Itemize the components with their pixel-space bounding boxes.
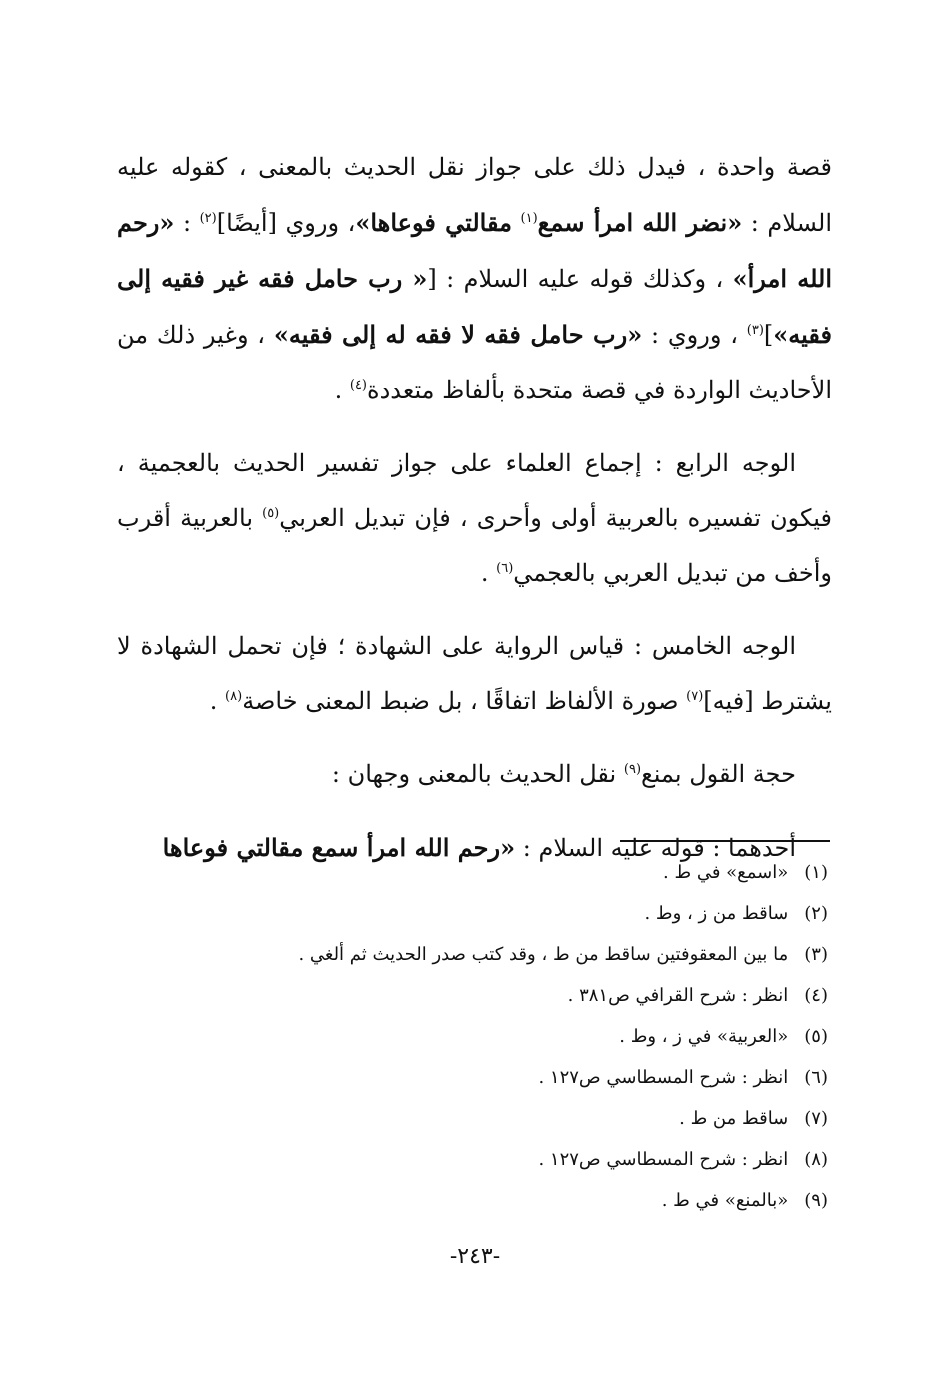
hadith-quote: «نضر الله امرأ سمع <box>537 208 743 237</box>
footnote <box>128 1057 828 1098</box>
footnote-text: ما بين المعقوفتين ساقط من ط ، وقد كتب صدر الحديث ثم ألغي . <box>298 944 789 965</box>
text-run: : <box>174 209 200 237</box>
footnote-ref: (٨) <box>225 689 243 704</box>
footnotes <box>128 852 828 1221</box>
footnote-number: (٢) <box>804 903 828 924</box>
footnote-number: (٣) <box>804 944 828 965</box>
text-run: ، وغير ذلك من الأحاديث الواردة في قصة متحدة بألفاظ متعددة <box>117 321 832 404</box>
paragraph-3 <box>117 619 832 729</box>
footnote-ref: (٩) <box>623 762 642 777</box>
footnote-number: (٥) <box>804 1026 828 1047</box>
footnote-text: «بالمنع» في ط . <box>661 1190 789 1211</box>
page-number: -٢٤٣- <box>449 1244 501 1269</box>
text-run: الوجه الخامس : قياس الرواية على الشهادة ؛ فإن تحمل الشهادة لا يشترط [فيه] <box>117 632 832 715</box>
text-run: . <box>480 559 497 587</box>
text-run: أحدهما : قوله عليه السلام : <box>515 834 796 862</box>
footnote-number: (٦) <box>804 1067 828 1088</box>
footnote-number: (٩) <box>804 1190 828 1211</box>
footnote-text: انظر : شرح المسطاسي ص١٢٧ . <box>538 1067 789 1088</box>
text-run: صورة الألفاظ اتفاقًا ، بل ضبط المعنى خاصة <box>242 687 687 715</box>
hadith-quote: « رب حامل فقه غير فقيه إلى فقيه» <box>117 264 832 349</box>
footnote <box>128 1180 828 1221</box>
footnote-ref: (٣) <box>746 323 764 338</box>
text-run: ، وروي : <box>642 321 747 349</box>
text-run: ] <box>763 321 774 349</box>
footnote-text: ساقط من ز ، وط . <box>644 903 789 924</box>
footnote-ref: (٦) <box>496 561 514 576</box>
text-run: . <box>334 376 350 404</box>
text-run: ، وروي [أيضًا] <box>216 209 356 237</box>
paragraph-1 <box>117 140 832 418</box>
footnote-text: انظر : شرح القرافي ص٣٨١ . <box>567 985 789 1006</box>
footnote-separator <box>620 840 830 842</box>
footnote-ref: (١) <box>520 211 538 226</box>
footnote-number: (١) <box>804 862 828 883</box>
hadith-quote: «رحم الله امرأ سمع مقالتي فوعاها <box>162 833 516 862</box>
footnote-text: ساقط من ط . <box>679 1108 789 1129</box>
footnote-number: (٨) <box>804 1149 828 1170</box>
footnote-number: (٤) <box>804 985 828 1006</box>
text-run: بالعربية أقرب وأخف من تبديل العربي بالعجمي <box>117 504 832 587</box>
hadith-quote: «رحم الله امرأ» <box>117 208 832 293</box>
text-run: الوجه الرابع : إجماع العلماء على جواز تفسير الحديث بالعجمية ، فيكون تفسيره بالعربية أولى وأحرى ، فإن تبديل العربي <box>117 449 832 532</box>
footnote-number: (٧) <box>804 1108 828 1129</box>
hadith-quote: مقالتي فوعاها» <box>355 208 512 237</box>
main-text <box>117 140 832 876</box>
footnote-ref: (٢) <box>199 211 217 226</box>
text-run: قصة واحدة ، فيدل ذلك على جواز نقل الحديث بالمعنى ، كقوله عليه السلام : <box>117 153 832 237</box>
footnote-ref: (٤) <box>349 378 367 393</box>
paragraph-2 <box>117 436 832 601</box>
footnote <box>128 1016 828 1057</box>
footnote-ref: (٧) <box>686 689 704 704</box>
footnote <box>128 1098 828 1139</box>
footnote <box>128 975 828 1016</box>
footnote <box>128 852 828 893</box>
text-run: نقل الحديث بالمعنى وجهان : <box>331 760 624 788</box>
text-run: . <box>209 687 226 715</box>
footnote <box>128 893 828 934</box>
hadith-quote: «رب حامل فقه لا فقه له إلى فقيه» <box>273 320 643 349</box>
text-run: ، وكذلك قوله عليه السلام : [ <box>427 265 733 293</box>
footnote-ref: (٥) <box>262 506 280 521</box>
footnote-text: انظر : شرح المسطاسي ص١٢٧ . <box>538 1149 789 1170</box>
footnote-text: «اسمع» في ط . <box>663 862 789 883</box>
text-run: حجة القول بمنع <box>641 760 796 788</box>
footnote-text: «العربية» في ز ، وط . <box>619 1026 789 1047</box>
footnote <box>128 934 828 975</box>
footnote <box>128 1139 828 1180</box>
paragraph-4 <box>117 747 832 802</box>
